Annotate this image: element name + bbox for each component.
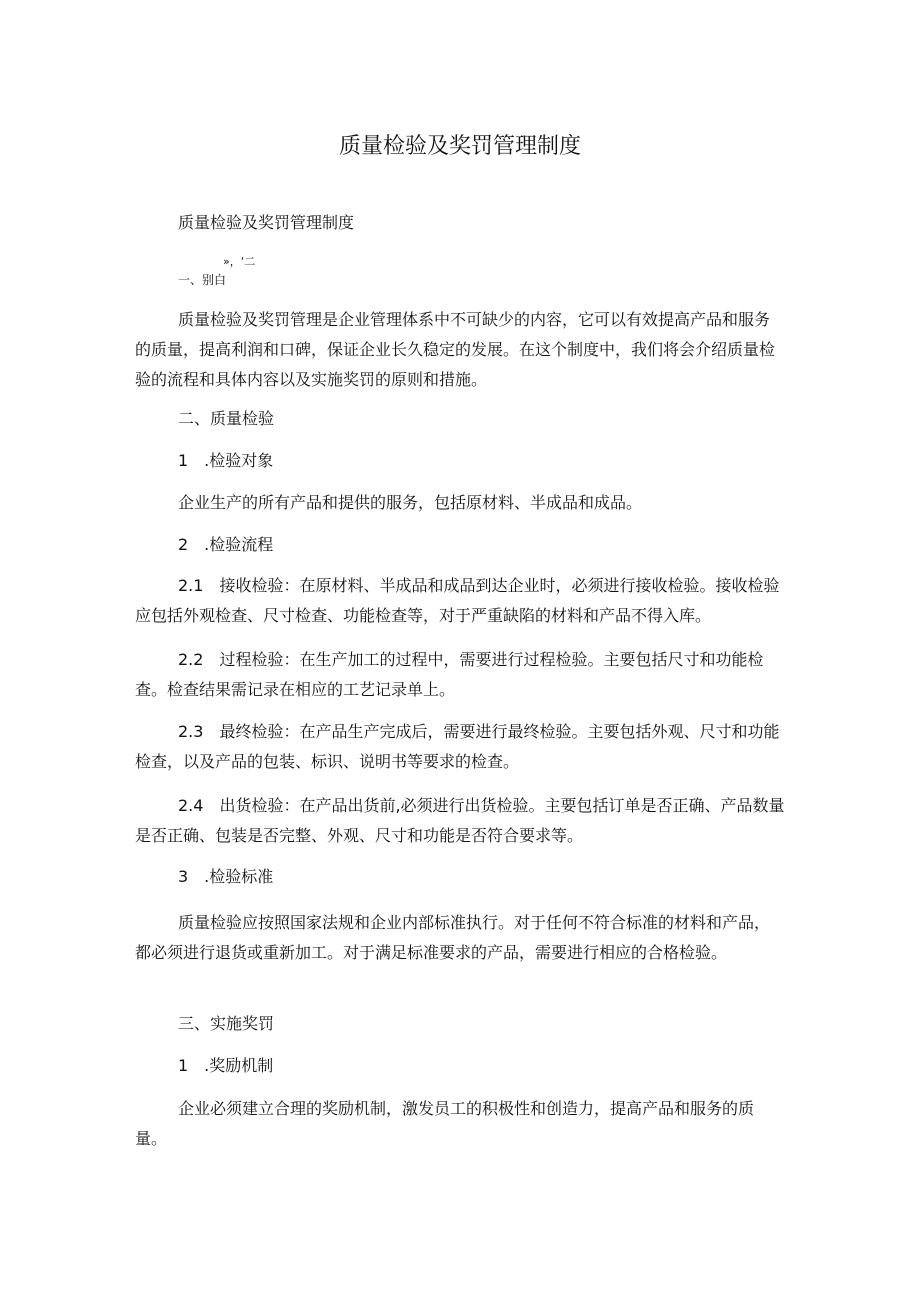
document-subtitle: 质量检验及奖罚管理制度 [178, 213, 355, 232]
paragraph-final-inspection: 2.3 最终检验：在产品生产完成后，需要进行最终检验。主要包括外观、尺寸和功能检查，以及产品的包装、标识、说明书等要求的检查。 [135, 722, 780, 771]
page-title: 质量检验及奖罚管理制度 [338, 134, 581, 159]
paragraph-inspection-standard: 质量检验应按照国家法规和企业内部标准执行。对于任何不符合标准的材料和产品，都必须进行退货或重新加工。对于满足标准要求的产品，需要进行相应的合格检验。 [135, 913, 771, 962]
section-heading-1: 一、别白 [178, 273, 227, 287]
paragraph-inspection-object: 企业生产的所有产品和提供的服务，包括原材料、半成品和成品。 [178, 493, 643, 512]
item-heading-inspection-object: 1 .检验对象 [178, 451, 274, 470]
paragraph-shipment-inspection: 2.4 出货检验：在产品出货前,必须进行出货检验。主要包括订单是否正确、产品数量是否正确、包装是否完整、外观、尺寸和功能是否符合要求等。 [135, 796, 785, 845]
section-heading-2: 二、质量检验 [178, 409, 275, 428]
item-heading-reward-mechanism: 1 .奖励机制 [178, 1056, 274, 1075]
paragraph-reward-mechanism: 企业必须建立合理的奖励机制，激发员工的积极性和创造力，提高产品和服务的质量。 [135, 1099, 755, 1148]
intro-paragraph: 质量检验及奖罚管理是企业管理体系中不可缺少的内容，它可以有效提高产品和服务的质量，提高利润和口碑，保证企业长久稳定的发展。在这个制度中，我们将会介绍质量检验的流程和具体内容以及实施奖罚的原则和措施。 [135, 310, 776, 389]
item-heading-inspection-process: 2 .检验流程 [178, 535, 274, 554]
scan-artifact-text: »，‘二 [223, 255, 256, 268]
paragraph-process-inspection: 2.2 过程检验：在生产加工的过程中，需要进行过程检验。主要包括尺寸和功能检查。检查结果需记录在相应的工艺记录单上。 [135, 650, 764, 699]
paragraph-receiving-inspection: 2.1 接收检验：在原材料、半成品和成品到达企业时，必须进行接收检验。接收检验应包括外观检查、尺寸检查、功能检查等，对于严重缺陷的材料和产品不得入库。 [135, 576, 780, 625]
item-heading-inspection-standard: 3 .检验标准 [178, 867, 274, 886]
section-heading-3: 三、实施奖罚 [178, 1014, 275, 1033]
